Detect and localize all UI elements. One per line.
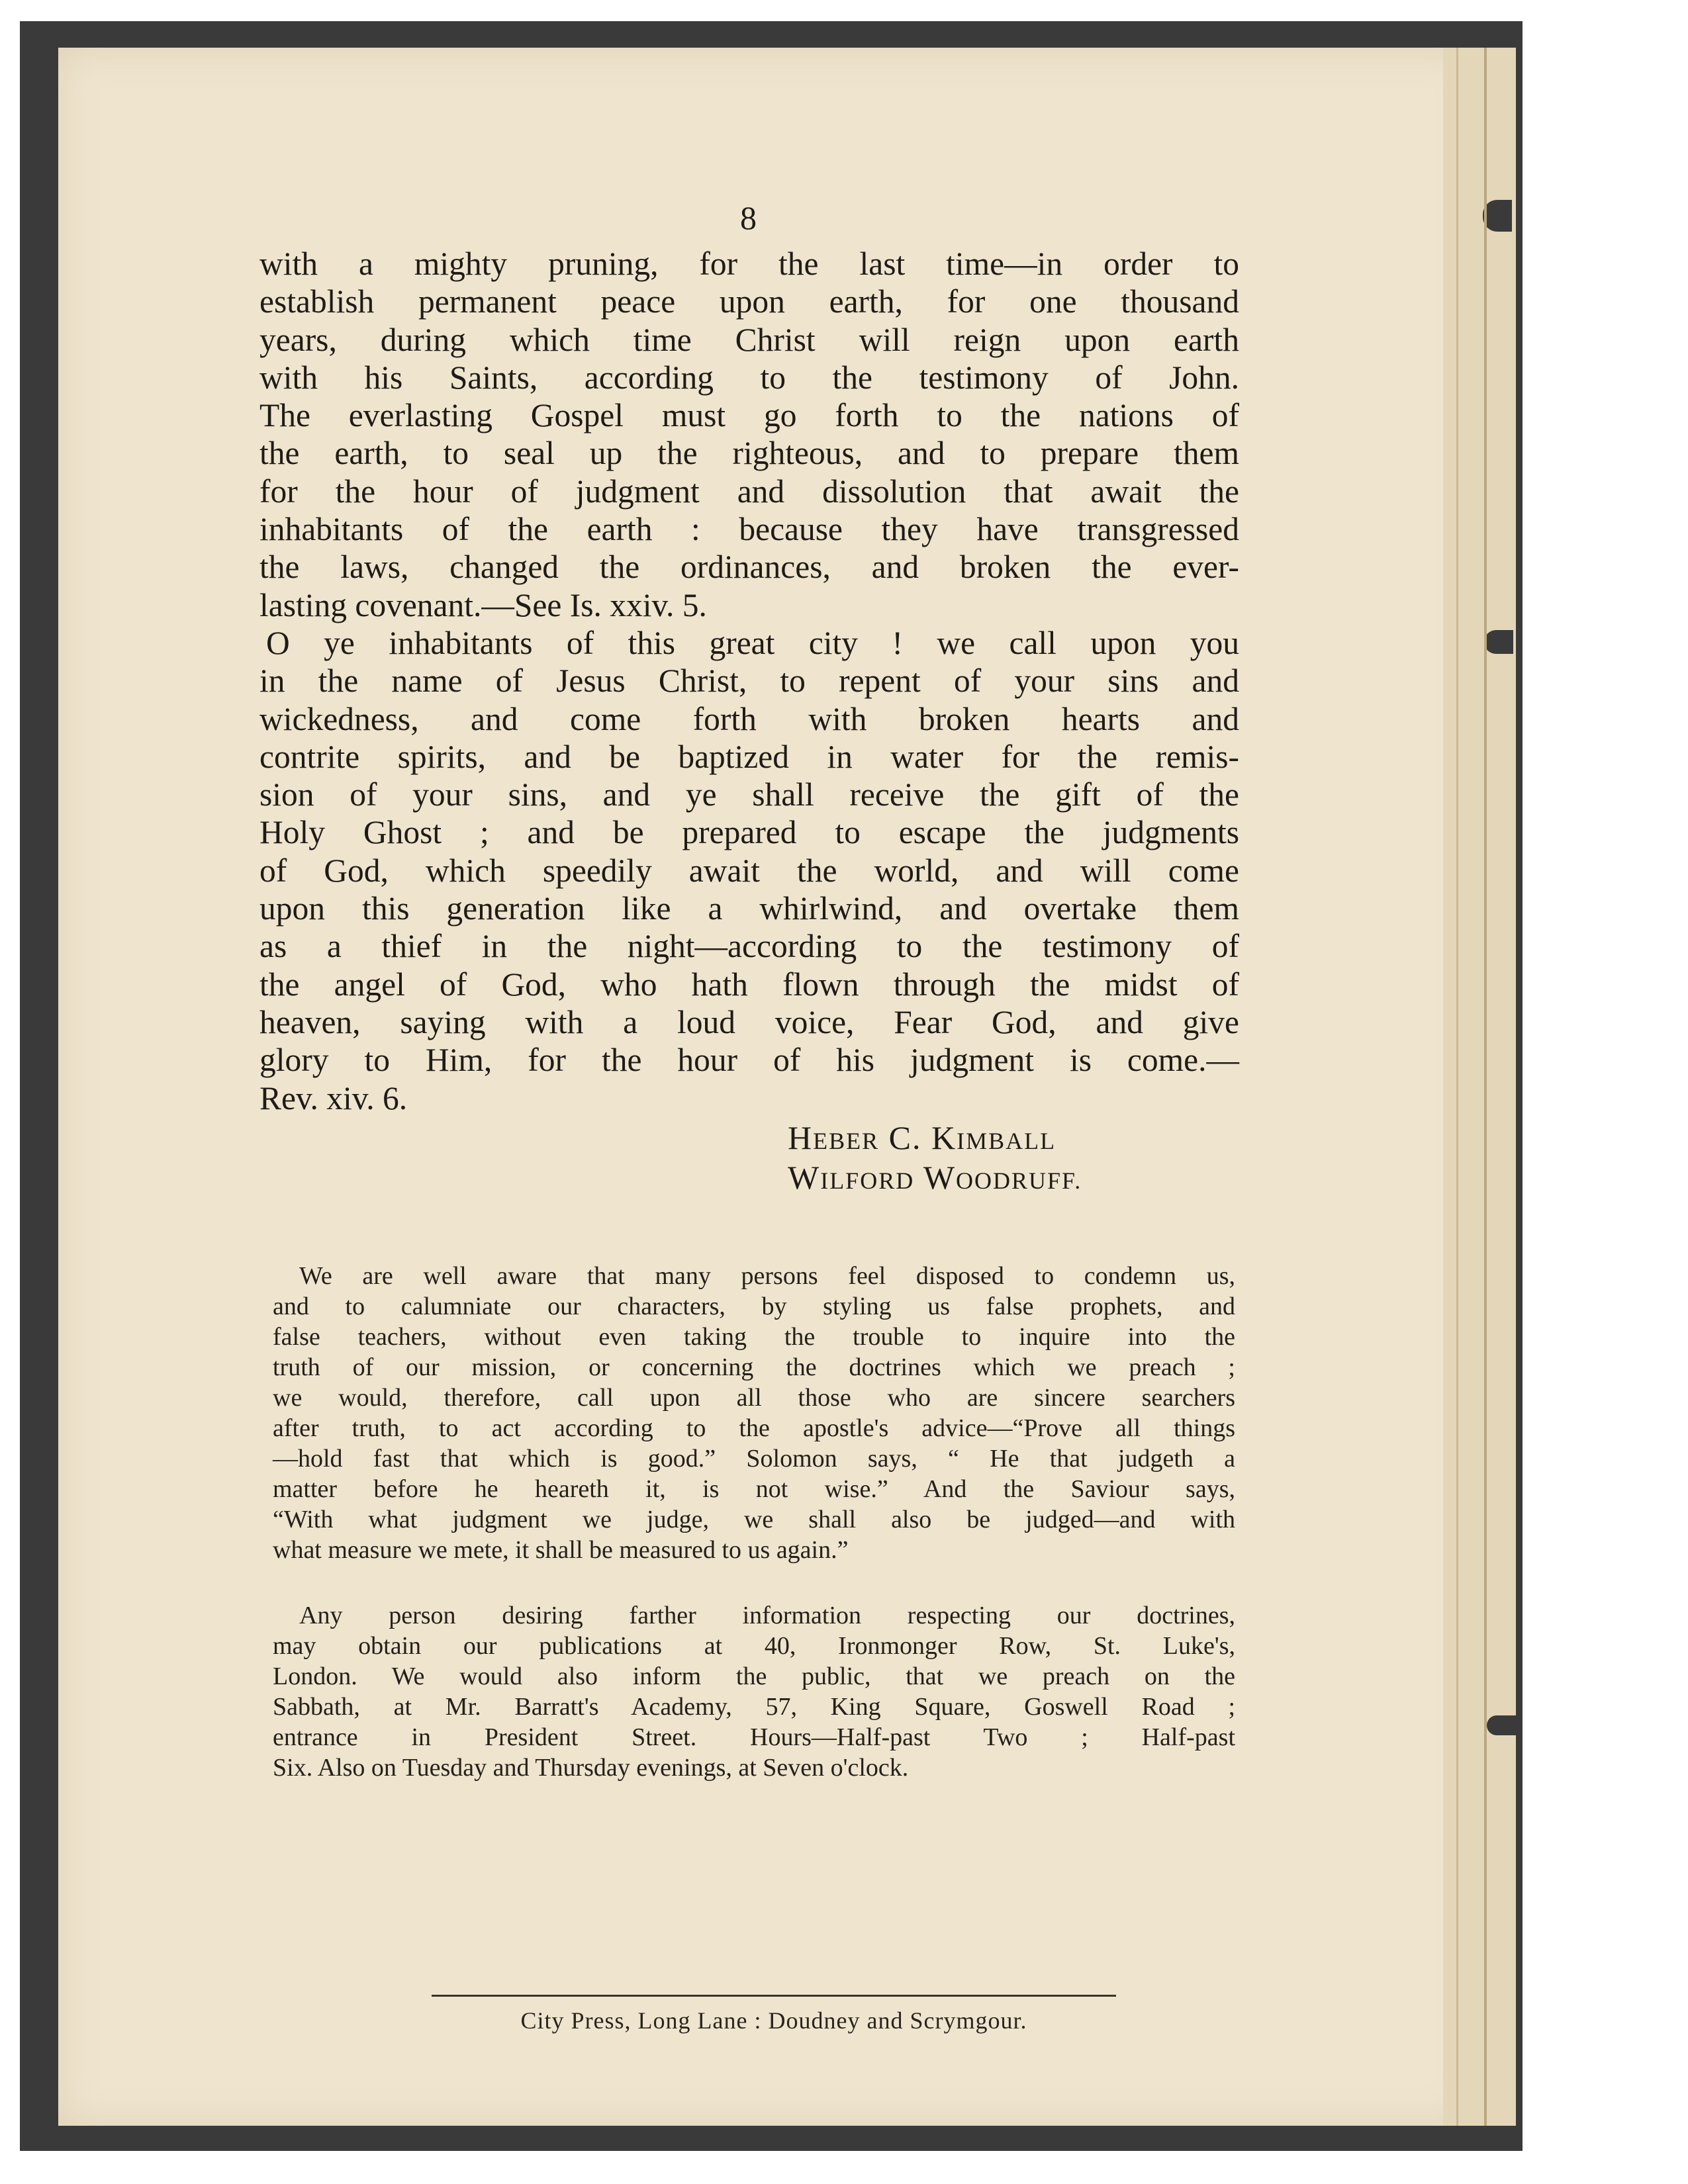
text-line: with his Saints, according to the testimony of John. <box>259 359 1239 396</box>
text-line: upon this generation like a whirlwind, and overtake them <box>259 890 1239 927</box>
main-text <box>259 245 1239 1117</box>
sig-smallcaps: ILFORD <box>820 1167 915 1194</box>
sig-initial: W <box>923 1159 957 1196</box>
text-line: sion of your sins, and ye shall receive the gift of the <box>259 776 1239 813</box>
edge-tear <box>1484 630 1513 654</box>
text-line: inhabitants of the earth : because they have transgressed <box>259 511 1239 548</box>
note-paragraph-1 <box>273 1261 1235 1565</box>
text-line: false teachers, without even taking the trouble to inquire into the <box>273 1323 1235 1351</box>
text-line: contrite spirits, and be baptized in water for the remis- <box>259 738 1239 775</box>
text-line: London. We would also inform the public, that we preach on the <box>273 1662 1235 1690</box>
text-line: after truth, to act according to the apostle's advice—“Prove all things <box>273 1414 1235 1442</box>
page-number: 8 <box>740 199 757 236</box>
text-line: may obtain our publications at 40, Ironmonger Row, St. Luke's, <box>273 1632 1235 1660</box>
edge-tear <box>1487 1715 1516 1735</box>
text-line: glory to Him, for the hour of his judgment is come.— <box>259 1042 1239 1079</box>
text-line: O ye inhabitants of this great city ! we call upon you <box>266 624 1239 661</box>
text-line: wickedness, and come forth with broken hearts and <box>259 700 1239 737</box>
imprint-divider <box>432 1995 1116 1997</box>
text-line: of God, which speedily await the world, and will come <box>259 852 1239 889</box>
text-line: matter before he heareth it, is not wise.” And the Saviour says, <box>273 1475 1235 1503</box>
text-line: “With what judgment we judge, we shall also be judged—and with <box>273 1506 1235 1533</box>
text-line: Any person desiring farther information respecting our doctrines, <box>299 1602 1235 1629</box>
text-line: Holy Ghost ; and be prepared to escape the judgments <box>259 814 1239 851</box>
text-line: with a mighty pruning, for the last time—in order to <box>259 246 1239 282</box>
text-line: what measure we mete, it shall be measured to us again.” <box>273 1536 849 1564</box>
sig-initial: W <box>788 1159 821 1196</box>
sig-initial: H <box>788 1119 814 1156</box>
text-line: establish permanent peace upon earth, for one thousand <box>259 283 1239 320</box>
text-line: we would, therefore, call upon all those who are sincere searchers <box>273 1384 1235 1412</box>
printer-imprint: City Press, Long Lane : Doudney and Scrymgour. <box>520 2007 1027 2034</box>
text-line: the angel of God, who hath flown through the midst of <box>259 966 1239 1003</box>
sig-smallcaps: OODRUFF. <box>956 1167 1082 1194</box>
text-line: entrance in President Street. Hours—Half-past Two ; Half-past <box>273 1723 1235 1751</box>
text-line: as a thief in the night—according to the testimony of <box>259 928 1239 965</box>
text-line: the laws, changed the ordinances, and broken the ever- <box>259 549 1239 586</box>
page-edge <box>1443 48 1516 2126</box>
edge-tear <box>1483 200 1512 232</box>
text-line: in the name of Jesus Christ, to repent of your sins and <box>259 662 1239 700</box>
text-line: for the hour of judgment and dissolution that await the <box>259 473 1239 510</box>
text-line: and to calumniate our characters, by styling us false prophets, and <box>273 1293 1235 1320</box>
text-line: Sabbath, at Mr. Barratt's Academy, 57, King Square, Goswell Road ; <box>273 1693 1235 1721</box>
text-line: —hold fast that which is good.” Solomon says, “ He that judgeth a <box>273 1445 1235 1473</box>
sig-smallcaps: IMBALL <box>957 1128 1056 1154</box>
text-line: heaven, saying with a loud voice, Fear God, and give <box>259 1003 1239 1040</box>
text-line: Rev. xiv. 6. <box>259 1079 408 1116</box>
text-line: The everlasting Gospel must go forth to the nations of <box>259 397 1239 434</box>
text-line: lasting covenant.—See Is. xxiv. 5. <box>259 586 707 623</box>
sig-smallcaps: EBER <box>813 1128 880 1154</box>
sig-middle: C. <box>888 1119 922 1156</box>
text-line: the earth, to seal up the righteous, and to prepare them <box>259 435 1239 472</box>
text-line: Six. Also on Tuesday and Thursday evenings, at Seven o'clock. <box>273 1754 909 1782</box>
signature-heber-kimball <box>788 1118 1251 1157</box>
text-line: truth of our mission, or concerning the doctrines which we preach ; <box>273 1353 1235 1381</box>
text-line: We are well aware that many persons feel disposed to condemn us, <box>299 1262 1235 1290</box>
signature-wilford-woodruff <box>788 1158 1251 1197</box>
sig-initial: K <box>931 1119 957 1156</box>
text-line: years, during which time Christ will reign upon earth <box>259 321 1239 358</box>
note-paragraph-2 <box>273 1600 1235 1783</box>
